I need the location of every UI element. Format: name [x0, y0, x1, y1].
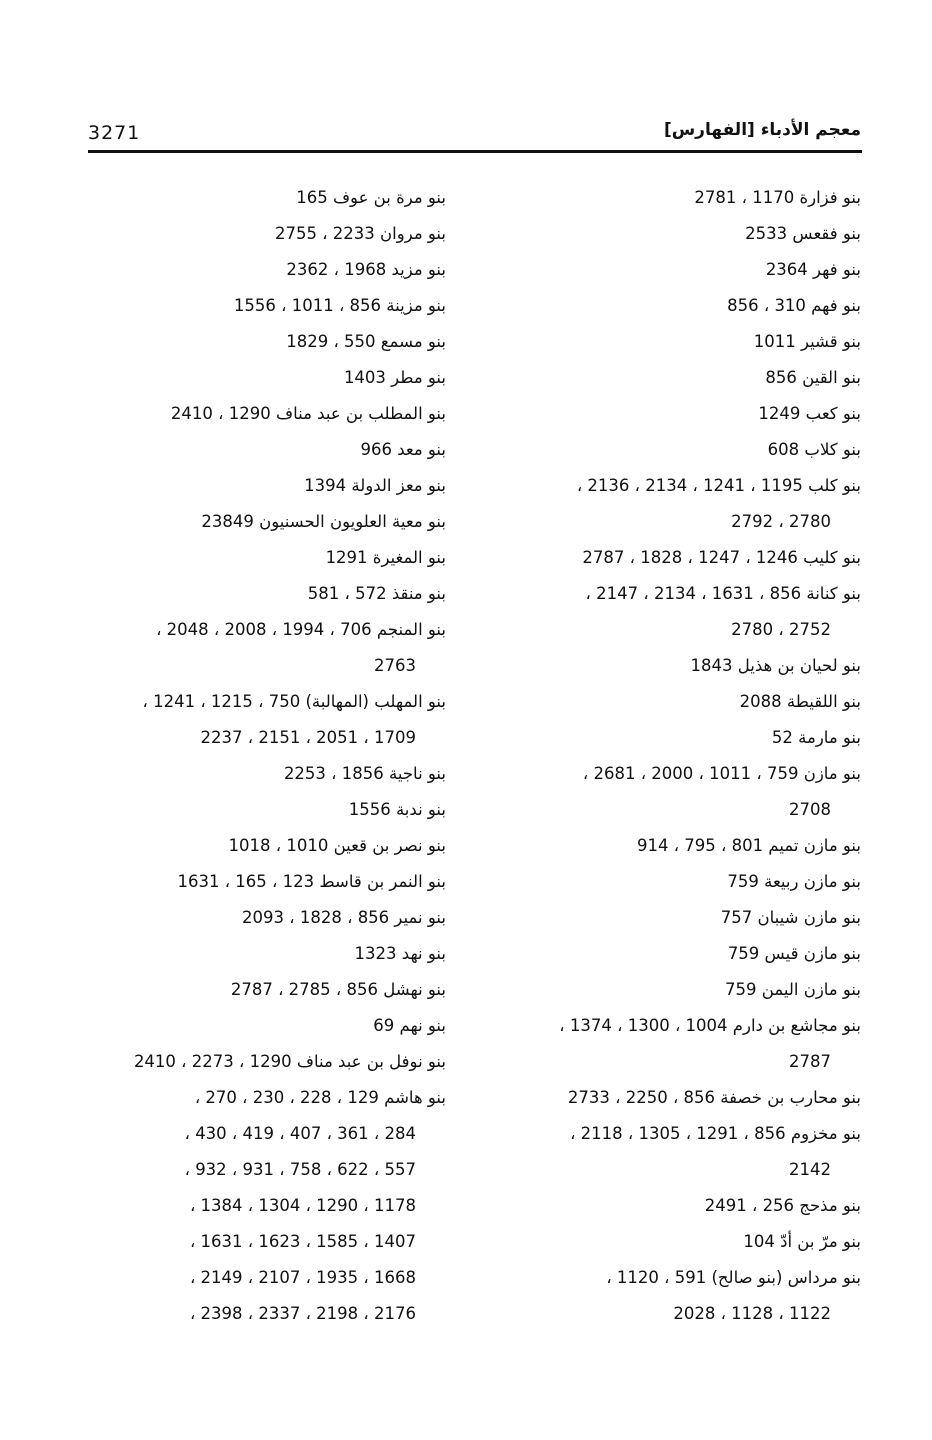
- index-entry-continuation: 2176 ، 2198 ، 2337 ، 2398 ،: [189, 1304, 416, 1323]
- index-entry: بنو كليب 1246 ، 1247 ، 1828 ، 2787: [582, 548, 861, 567]
- index-entry: بنو مازن تميم 801 ، 795 ، 914: [636, 836, 861, 855]
- index-entry: بنو كنانة 856 ، 1631 ، 2134 ، 2147 ،: [585, 584, 861, 603]
- index-entry: بنو ندبة 1556: [348, 800, 446, 819]
- index-entry-continuation: 2752 ، 2780: [731, 620, 831, 639]
- index-entry: بنو مازن اليمن 759: [725, 980, 861, 999]
- index-entry-continuation: 1668 ، 1935 ، 2107 ، 2149 ،: [189, 1268, 416, 1287]
- index-entry: بنو مذحج 256 ، 2491: [704, 1196, 861, 1215]
- index-entry: بنو مارمة 52: [771, 728, 861, 747]
- index-entry: بنو نمير 856 ، 1828 ، 2093: [242, 908, 446, 927]
- index-entry: بنو مجاشع بن دارم 1004 ، 1300 ، 1374 ،: [559, 1016, 861, 1035]
- index-entry: بنو نصر بن قعين 1010 ، 1018: [228, 836, 446, 855]
- index-entry: بنو محارب بن خصفة 856 ، 2250 ، 2733: [567, 1088, 861, 1107]
- index-entry-continuation: 557 ، 622 ، 758 ، 931 ، 932 ،: [184, 1160, 416, 1179]
- index-entry: بنو معد 966: [360, 440, 446, 459]
- index-entry: بنو المطلب بن عبد مناف 1290 ، 2410: [170, 404, 446, 423]
- index-column-left: [86, 180, 446, 1332]
- index-entry: بنو نوفل بن عبد مناف 1290 ، 2273 ، 2410: [133, 1052, 446, 1071]
- index-entry-continuation: 2142: [789, 1160, 831, 1179]
- index-entry: بنو المغيرة 1291: [325, 548, 446, 567]
- index-entry: بنو لحيان بن هذيل 1843: [690, 656, 861, 675]
- index-entry: بنو هاشم 129 ، 228 ، 230 ، 270 ،: [194, 1088, 446, 1107]
- index-entry-continuation: 2708: [789, 800, 831, 819]
- index-entry: بنو مازن ربيعة 759: [727, 872, 861, 891]
- index-entry-continuation: 2780 ، 2792: [731, 512, 831, 531]
- index-column-right: [496, 180, 861, 1332]
- index-entry-continuation: 2787: [789, 1052, 831, 1071]
- index-entry: بنو مازن شيبان 757: [720, 908, 861, 927]
- index-entry: بنو كلب 1195 ، 1241 ، 2134 ، 2136 ،: [576, 476, 861, 495]
- index-entry: بنو فزارة 1170 ، 2781: [694, 188, 861, 207]
- index-entry: بنو نهد 1323: [354, 944, 446, 963]
- index-entry: بنو مزينة 856 ، 1011 ، 1556: [233, 296, 446, 315]
- index-entry: بنو قشير 1011: [753, 332, 861, 351]
- index-entry: بنو مطر 1403: [343, 368, 446, 387]
- index-entry: بنو المهلب (المهالبة) 750 ، 1215 ، 1241 ،: [142, 692, 446, 711]
- index-entry: بنو مزيد 1968 ، 2362: [286, 260, 446, 279]
- index-entry: بنو كعب 1249: [758, 404, 861, 423]
- index-entry-continuation: 1709 ، 2051 ، 2151 ، 2237: [200, 728, 416, 747]
- index-entry: بنو مسمع 550 ، 1829: [286, 332, 446, 351]
- index-entry: بنو فهر 2364: [765, 260, 861, 279]
- index-entry-continuation: 1178 ، 1290 ، 1304 ، 1384 ،: [189, 1196, 416, 1215]
- index-entry-continuation: 1407 ، 1585 ، 1623 ، 1631 ،: [189, 1232, 416, 1251]
- page-header: [88, 118, 861, 148]
- index-entry: بنو القين 856: [765, 368, 861, 387]
- running-title: معجم الأدباء [الفهارس]: [663, 120, 861, 140]
- index-entry-continuation: 284 ، 361 ، 407 ، 419 ، 430 ،: [184, 1124, 416, 1143]
- index-entry: بنو مرداس (بنو صالح) 591 ، 1120 ،: [606, 1268, 861, 1287]
- index-entry: بنو نهشل 856 ، 2785 ، 2787: [230, 980, 446, 999]
- index-entry: بنو فهم 310 ، 856: [727, 296, 861, 315]
- index-entry-continuation: 1122 ، 1128 ، 2028: [673, 1304, 831, 1323]
- index-entry: بنو معز الدولة 1394: [304, 476, 446, 495]
- header-rule: [88, 150, 862, 153]
- index-entry: بنو مخزوم 856 ، 1291 ، 1305 ، 2118 ،: [570, 1124, 861, 1143]
- page-number: 3271: [88, 122, 141, 144]
- index-entry: بنو مرة بن عوف 165: [296, 188, 446, 207]
- index-entry: بنو مازن قيس 759: [727, 944, 861, 963]
- index-entry: بنو اللقيطة 2088: [739, 692, 861, 711]
- index-entry: بنو منقذ 572 ، 581: [307, 584, 446, 603]
- index-entry: بنو مروان 2233 ، 2755: [274, 224, 446, 243]
- index-entry: بنو نهم 69: [373, 1016, 446, 1035]
- index-entry: بنو مرّ بن أدّ 104: [743, 1232, 861, 1251]
- index-entry: بنو معية العلويون الحسنيون 23849: [201, 512, 446, 531]
- index-entry: بنو النمر بن قاسط 123 ، 165 ، 1631: [177, 872, 446, 891]
- index-entry: بنو فقعس 2533: [745, 224, 861, 243]
- index-entry: بنو كلاب 608: [767, 440, 861, 459]
- index-entry-continuation: 2763: [374, 656, 416, 675]
- index-entry: بنو ناجية 1856 ، 2253: [283, 764, 446, 783]
- index-entry: بنو المنجم 706 ، 1994 ، 2008 ، 2048 ،: [156, 620, 446, 639]
- index-entry: بنو مازن 759 ، 1011 ، 2000 ، 2681 ،: [582, 764, 861, 783]
